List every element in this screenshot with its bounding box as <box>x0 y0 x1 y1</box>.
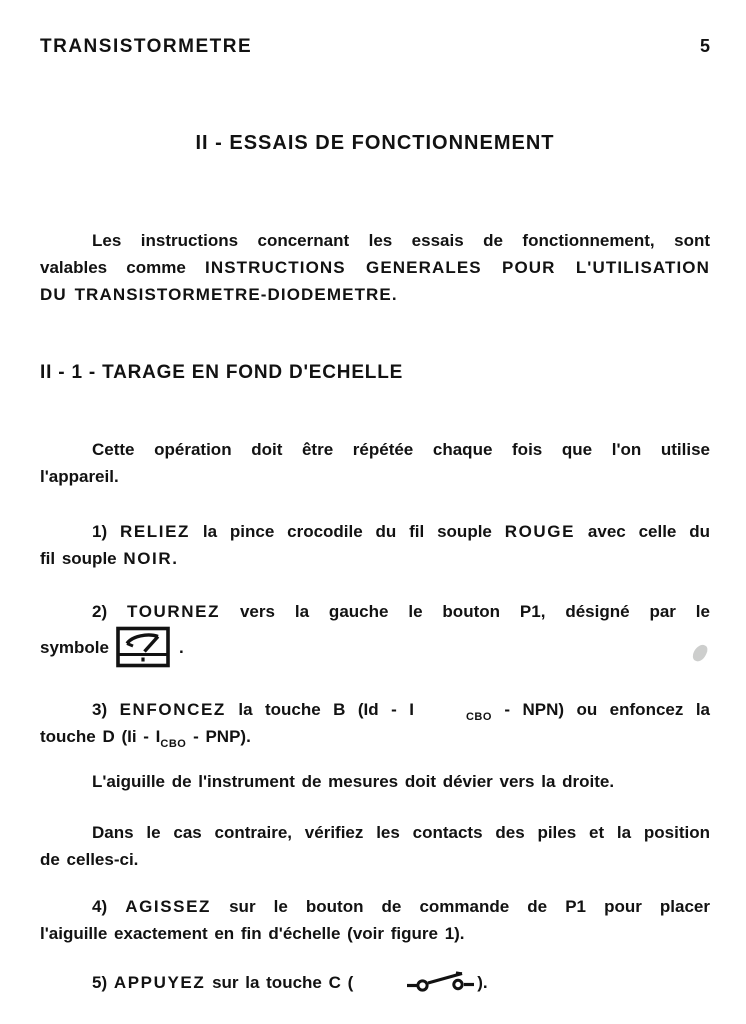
step-number: 1) <box>92 522 120 541</box>
text-line: Cette opération doit être répétée chaque fois que l'on utilise <box>92 440 710 459</box>
text-line: fil souple NOIR. <box>40 549 177 568</box>
page-header <box>40 0 710 58</box>
step-verb: RELIEZ <box>119 522 191 541</box>
step-5 <box>40 969 710 1001</box>
text-line: 2) TOURNEZ vers la gauche le bouton P1, désigné par le <box>92 602 710 621</box>
keyword-rouge: ROUGE <box>504 522 576 541</box>
text-line: touche D (Ii - ICBO - PNP). <box>40 727 251 750</box>
paragraph-contrary <box>40 819 710 873</box>
text-line: DU TRANSISTORMETRE-DIODEMETRE. <box>40 285 398 304</box>
text-line: Les instructions concernant les essais de fonctionnement, sont <box>92 231 710 250</box>
meter-adjust-icon <box>115 626 171 686</box>
text-line: l'aiguille exactement en fin d'échelle (voir figure 1). <box>40 924 465 943</box>
text-line: 1) RELIEZ la pince crocodile du fil souple ROUGE avec celle du <box>92 522 710 541</box>
section-heading: II - 1 - TARAGE EN FOND D'ECHELLE <box>40 362 404 383</box>
document-title: II - ESSAIS DE FONCTIONNEMENT <box>195 132 555 154</box>
running-title: TRANSISTORMETRE <box>40 36 253 57</box>
text-line: valables comme INSTRUCTIONS GENERALES POUR L'UTILISATION <box>40 258 711 277</box>
step-verb: ENFONCEZ <box>119 700 226 719</box>
paragraph-usage <box>40 436 710 490</box>
text-line: symbole . <box>40 625 710 686</box>
text-line: 4) AGISSEZ sur le bouton de commande de P1 pour placer <box>92 897 710 916</box>
text-line: l'appareil. <box>40 467 119 486</box>
page-number: 5 <box>699 36 710 56</box>
step-number: 4) <box>92 897 126 916</box>
step-4 <box>40 893 710 947</box>
step-number: 5) <box>92 973 114 992</box>
step-verb: AGISSEZ <box>125 897 212 916</box>
step-2 <box>40 598 710 686</box>
step-number: 2) <box>92 602 128 621</box>
step-1 <box>40 518 710 572</box>
step-number: 3) <box>92 700 120 719</box>
text-line: de celles-ci. <box>40 850 139 869</box>
text-line: 3) ENFONCEZ la touche B (Id - I CBO - NPN) ou enfoncez la <box>92 700 710 723</box>
open-switch-icon <box>354 971 476 1001</box>
step-verb: TOURNEZ <box>127 602 221 621</box>
step-verb: APPUYEZ <box>113 973 206 992</box>
text-line: L'aiguille de l'instrument de mesures doit dévier vers la droite. <box>92 772 615 791</box>
paragraph-needle <box>40 768 710 795</box>
step-3 <box>40 696 710 750</box>
text-line: Dans le cas contraire, vérifiez les contacts des piles et la position <box>92 823 710 842</box>
text-line: 5) APPUYEZ sur la touche C ( ). <box>40 969 710 1001</box>
keyword-noir: NOIR <box>123 549 173 568</box>
paragraph-intro <box>40 227 710 308</box>
